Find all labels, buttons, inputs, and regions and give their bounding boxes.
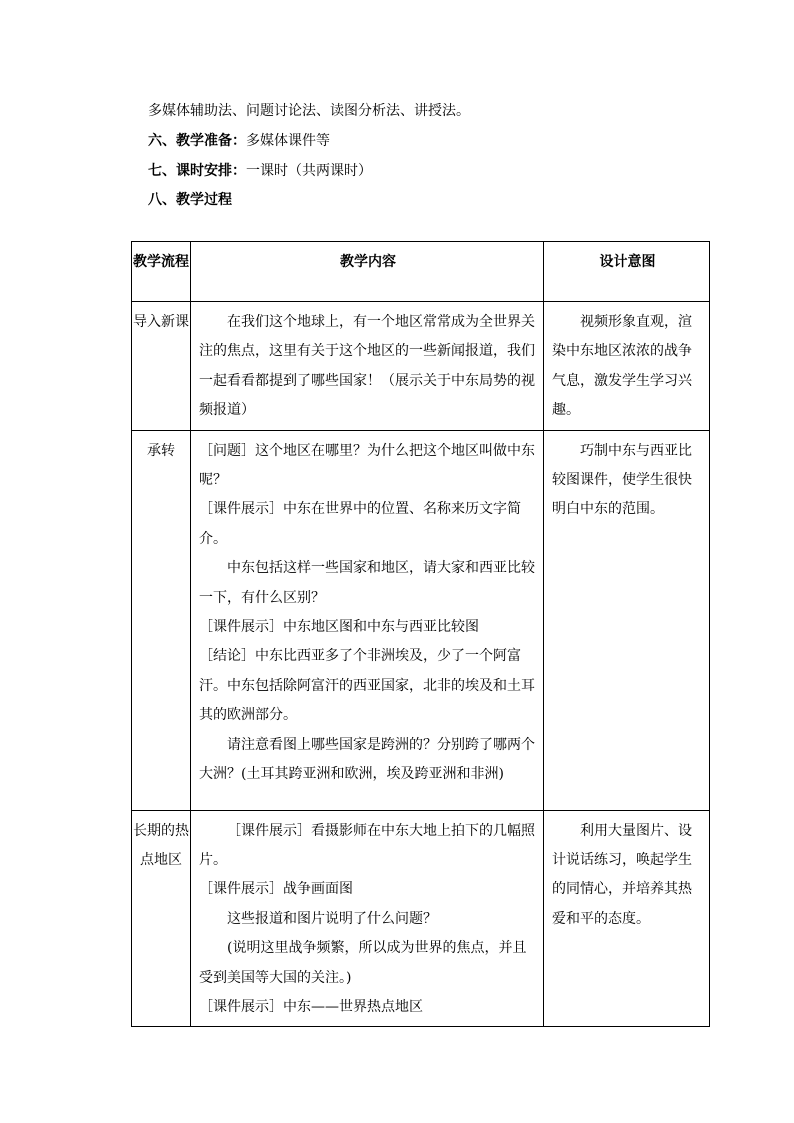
content-paragraph: 中东包括这样一些国家和地区，请大家和西亚比较一下，有什么区别？ [199,560,535,606]
header-intent: 设计意图 [544,242,710,302]
header-content: 教学内容 [191,242,544,302]
content-paragraph: ［问题］这个地区在哪里？为什么把这个地区叫做中东呢？ [199,442,535,489]
table-row [132,430,710,810]
section-schedule [148,161,372,181]
intro-line: 多媒体辅助法、问题讨论法、读图分析法、讲授法。 [148,103,470,119]
row-flow: 承转 [132,430,191,810]
row-intent: 利用大量图片、设计说话练习，唤起学生的同情心，并培养其热爱和平的态度。 [544,810,710,1027]
row-intent: 巧制中东与西亚比较图课件，使学生很快明白中东的范围。 [544,430,710,810]
row-intent: 视频形象直观，渲染中东地区浓浓的战争气息，激发学生学习兴趣。 [544,302,710,431]
section-teaching-prep [148,131,330,151]
content-paragraph: 在我们这个地球上，有一个地区常常成为全世界关注的焦点，这里有关于这个地区的一些新闻报道，我们一起看看都提到了哪些国家！（展示关于中东局势的视频报道） [199,314,535,419]
content-paragraph: 这些报道和图片说明了什么问题？ [227,910,437,927]
row-flow: 导入新课 [132,302,191,431]
row-content [191,810,544,1027]
content-paragraph: 请注意看图上哪些国家是跨洲的？分别跨了哪两个大洲？(土耳其跨亚洲和欧洲，埃及跨亚洲和非洲) [199,736,535,783]
row-flow: 长期的热点地区 [132,810,191,1027]
section-label: 七、课时安排： [148,163,246,179]
row-content [191,430,544,810]
content-paragraph: ［课件展示］看摄影师在中东大地上拍下的几幅照片。 [199,822,535,869]
section-text: 一课时（共两课时） [246,163,372,179]
content-paragraph: ［课件展示］中东在世界中的位置、名称来历文字简介。 [199,501,521,547]
section-label: 八、教学过程 [148,192,232,208]
content-paragraph: (说明这里战争频繁，所以成为世界的焦点，并且受到美国等大国的关注。) [199,940,527,986]
teaching-process-table [131,241,710,1027]
table-header-row [132,242,710,302]
header-flow: 教学流程 [132,242,191,302]
section-process [148,190,232,210]
content-paragraph: ［课件展示］中东——世界热点地区 [199,999,423,1016]
table-row [132,302,710,431]
content-paragraph: ［结论］中东比西亚多了个非洲埃及，少了一个阿富汗。中东包括除阿富汗的西亚国家，北非的埃及和土耳其的欧洲部分。 [199,648,535,724]
content-paragraph: ［课件展示］战争画面图 [199,881,353,898]
section-text: 多媒体课件等 [246,133,330,149]
table-row [132,810,710,1027]
section-label: 六、教学准备： [148,133,246,149]
row-content [191,302,544,431]
content-paragraph: ［课件展示］中东地区图和中东与西亚比较图 [199,619,479,636]
